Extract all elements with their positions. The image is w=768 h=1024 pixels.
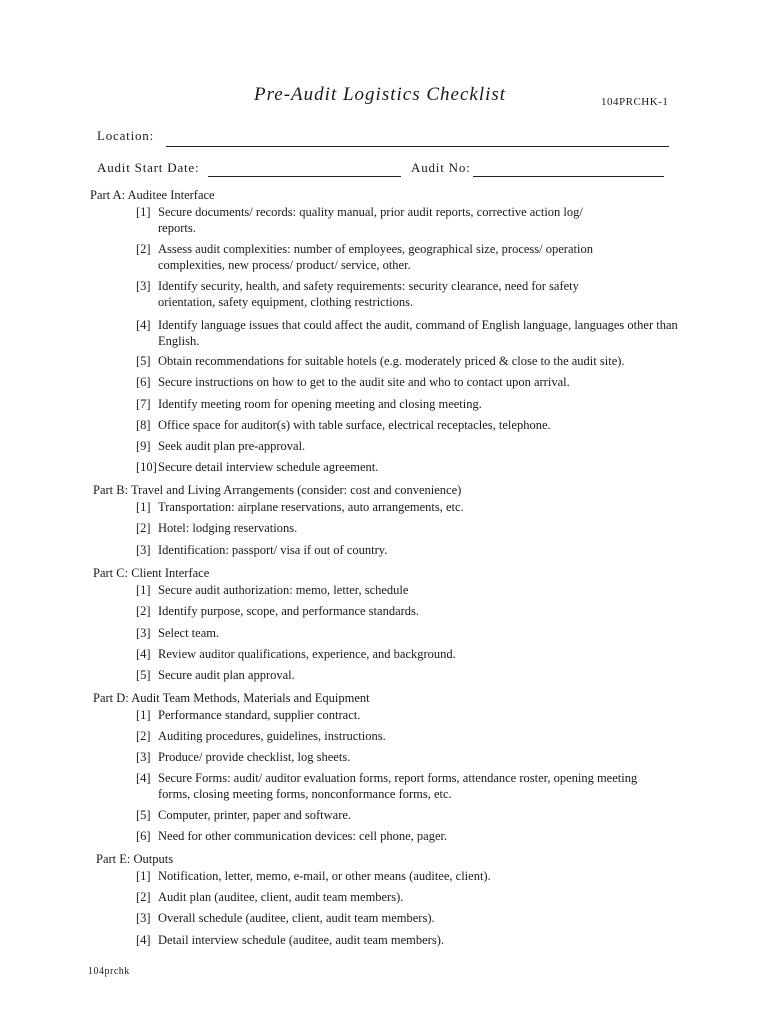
checklist-item xyxy=(136,204,696,236)
item-number: [2] xyxy=(136,729,151,743)
item-text: Review auditor qualifications, experience, and background. xyxy=(158,647,456,661)
item-number: [3] xyxy=(136,543,151,557)
item-number: [4] xyxy=(136,771,151,785)
item-number: [1] xyxy=(136,869,151,883)
checklist-item xyxy=(136,278,696,310)
item-number: [5] xyxy=(136,668,151,682)
item-number: [10] xyxy=(136,460,157,474)
item-number: [3] xyxy=(136,750,151,764)
checklist-item xyxy=(136,667,696,683)
item-text: Identification: passport/ visa if out of country. xyxy=(158,543,388,557)
document-id: 104PRCHK-1 xyxy=(601,96,669,108)
item-number: [3] xyxy=(136,911,151,925)
item-text: Seek audit plan pre-approval. xyxy=(158,439,306,453)
item-number: [1] xyxy=(136,708,151,722)
item-text: Obtain recommendations for suitable hotels (e.g. moderately priced & close to the audit site). xyxy=(158,354,625,368)
item-text: Need for other communication devices: cell phone, pager. xyxy=(158,829,448,843)
checklist-item xyxy=(136,749,696,765)
item-text: Hotel: lodging reservations. xyxy=(158,521,298,535)
checklist-item xyxy=(136,828,696,844)
item-text: Detail interview schedule (auditee, audit team members). xyxy=(158,933,444,947)
checklist-item xyxy=(136,353,696,369)
item-text: Assess audit complexities: number of employees, geographical size, process/ operation complexities, new process/ product/ service, other. xyxy=(158,242,593,272)
item-text: Auditing procedures, guidelines, instructions. xyxy=(158,729,386,743)
item-number: [5] xyxy=(136,808,151,822)
checklist-item xyxy=(136,932,696,948)
checklist-item xyxy=(136,646,696,662)
item-text: Transportation: airplane reservations, auto arrangements, etc. xyxy=(158,500,464,514)
checklist-item xyxy=(136,459,696,475)
checklist-item xyxy=(136,603,696,619)
item-text: Computer, printer, paper and software. xyxy=(158,808,352,822)
item-number: [2] xyxy=(136,604,151,618)
checklist-item xyxy=(136,520,696,536)
location-field-line[interactable] xyxy=(166,146,669,147)
item-text: Performance standard, supplier contract. xyxy=(158,708,361,722)
checklist-item xyxy=(136,625,696,641)
item-text: Overall schedule (auditee, client, audit team members). xyxy=(158,911,435,925)
checklist-item xyxy=(136,499,696,515)
audit-no-label: Audit No: xyxy=(411,160,471,175)
checklist-item xyxy=(136,910,696,926)
item-text: Office space for auditor(s) with table surface, electrical receptacles, telephone. xyxy=(158,418,551,432)
checklist-item xyxy=(136,807,696,823)
item-number: [6] xyxy=(136,375,151,389)
item-number: [4] xyxy=(136,933,151,947)
checklist-item xyxy=(136,868,696,884)
item-number: [3] xyxy=(136,626,151,640)
item-text: Identify meeting room for opening meeting and closing meeting. xyxy=(158,397,482,411)
item-number: [4] xyxy=(136,318,151,332)
item-text: Notification, letter, memo, e-mail, or other means (auditee, client). xyxy=(158,869,491,883)
item-number: [3] xyxy=(136,279,151,293)
part-c-heading: Part C: Client Interface xyxy=(93,566,210,580)
checklist-item xyxy=(136,582,696,598)
checklist-item xyxy=(136,417,696,433)
item-number: [6] xyxy=(136,829,151,843)
item-number: [5] xyxy=(136,354,151,368)
item-number: [4] xyxy=(136,647,151,661)
checklist-item xyxy=(136,317,696,349)
item-text: Produce/ provide checklist, log sheets. xyxy=(158,750,351,764)
audit-no-field-line[interactable] xyxy=(473,176,664,177)
item-text: Identify purpose, scope, and performance standards. xyxy=(158,604,420,618)
item-number: [1] xyxy=(136,500,151,514)
item-number: [8] xyxy=(136,418,151,432)
item-text: Audit plan (auditee, client, audit team members). xyxy=(158,890,404,904)
item-number: [7] xyxy=(136,397,151,411)
item-text: Secure instructions on how to get to the audit site and who to contact upon arrival. xyxy=(158,375,570,389)
footer-doc-code: 104prchk xyxy=(88,966,130,977)
item-number: [2] xyxy=(136,521,151,535)
item-number: [2] xyxy=(136,890,151,904)
audit-start-date-field-line[interactable] xyxy=(208,176,401,177)
audit-start-date-label: Audit Start Date: xyxy=(97,160,200,175)
checklist-item xyxy=(136,542,696,558)
checklist-item xyxy=(136,728,696,744)
checklist-item xyxy=(136,374,696,390)
part-a-heading: Part A: Auditee Interface xyxy=(90,188,215,202)
item-number: [1] xyxy=(136,583,151,597)
part-b-heading: Part B: Travel and Living Arrangements (consider: cost and convenience) xyxy=(93,483,462,497)
item-text: Select team. xyxy=(158,626,220,640)
checklist-item xyxy=(136,241,696,273)
checklist-item xyxy=(136,396,696,412)
item-text: Secure Forms: audit/ auditor evaluation forms, report forms, attendance roster, opening meeting forms, closing meeting forms, nonconformance forms, etc. xyxy=(158,771,638,801)
part-e-heading: Part E: Outputs xyxy=(96,852,174,866)
item-number: [1] xyxy=(136,205,151,219)
part-d-heading: Part D: Audit Team Methods, Materials and Equipment xyxy=(93,691,370,705)
checklist-item xyxy=(136,770,696,802)
item-text: Secure audit authorization: memo, letter, schedule xyxy=(158,583,409,597)
item-number: [9] xyxy=(136,439,151,453)
checklist-item xyxy=(136,889,696,905)
item-text: Identify language issues that could affect the audit, command of English language, languages other than English. xyxy=(158,318,678,348)
item-text: Secure documents/ records: quality manual, prior audit reports, corrective action log/ reports. xyxy=(158,205,583,235)
checklist-item xyxy=(136,438,696,454)
checklist-item xyxy=(136,707,696,723)
item-number: [2] xyxy=(136,242,151,256)
location-label: Location: xyxy=(97,128,155,143)
item-text: Secure audit plan approval. xyxy=(158,668,295,682)
item-text: Secure detail interview schedule agreement. xyxy=(158,460,379,474)
item-text: Identify security, health, and safety requirements: security clearance, need for safety orientation, safety equipment, clothing restrictions. xyxy=(158,279,579,309)
document-title: Pre-Audit Logistics Checklist xyxy=(254,84,507,105)
